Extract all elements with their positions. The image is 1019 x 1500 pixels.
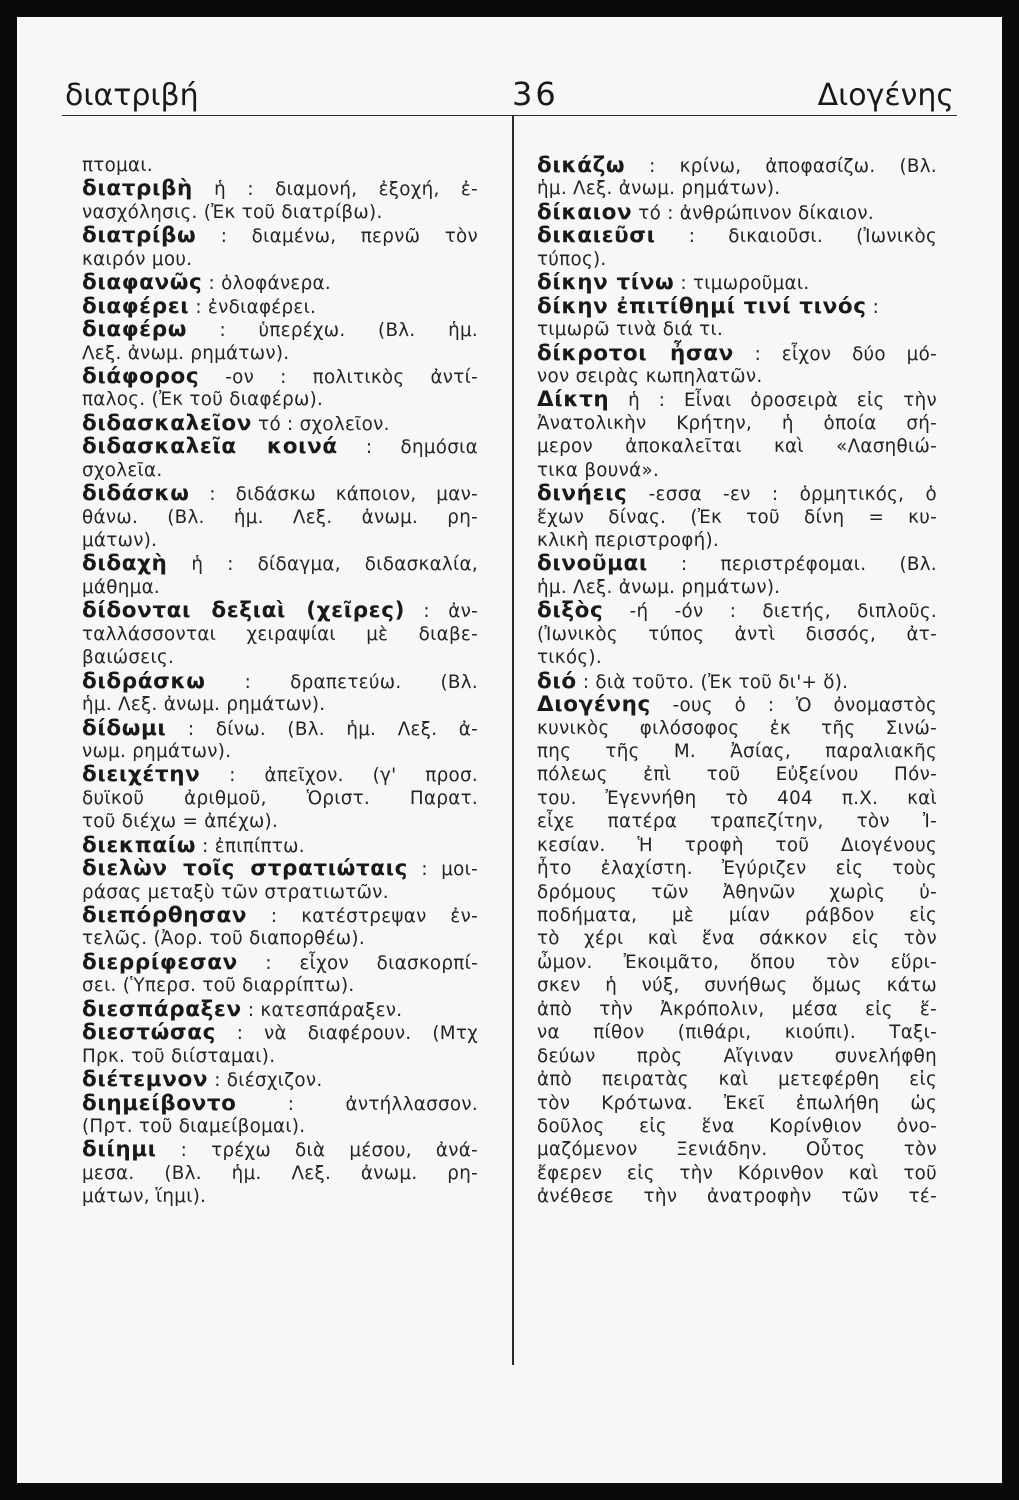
definition-text: μάτων). — [82, 530, 158, 551]
headword: Δίκτη — [537, 387, 610, 413]
definition-text: κλικὴ περιστροφή). — [537, 530, 719, 551]
definition-text: πης τῆς Μ. Ἀσίας, παραλιακῆς — [537, 740, 937, 762]
dictionary-line — [82, 998, 478, 1021]
dictionary-line — [82, 740, 478, 763]
dictionary-line — [82, 763, 478, 786]
headword: δινήεις — [537, 481, 628, 507]
headword: διεσπάραξεν — [82, 996, 242, 1022]
definition-text: βαιώσεις. — [82, 647, 175, 669]
dictionary-line — [82, 717, 478, 740]
definition-text: : ἀν- — [405, 601, 478, 623]
definition-text: ἡ : δίδαγμα, διδασκαλία, — [167, 554, 478, 576]
definition-text: τικός). — [537, 647, 602, 669]
headword: διαφέρει — [82, 293, 190, 319]
definition-text: μάθημα. — [82, 576, 161, 598]
definition-text: νον σειρὰς κωπηλατῶν. — [537, 365, 763, 387]
dictionary-line — [537, 552, 937, 575]
definition-text: ράσας μεταξὺ τῶν στρατιωτῶν. — [82, 881, 389, 903]
definition-text: ἦτο ἐλαχίστη. Ἐγύριζεν εἰς τοὺς — [537, 858, 937, 880]
dictionary-line — [537, 1138, 937, 1161]
dictionary-line — [82, 857, 478, 880]
definition-text: : κατέστρεψαν ἐν- — [247, 906, 478, 927]
dictionary-line — [537, 271, 937, 294]
dictionary-line — [82, 693, 478, 716]
headword: διό — [537, 668, 577, 694]
dictionary-line — [82, 201, 478, 224]
definition-text: μαζόμενον Ξενιάδην. Οὗτος τὸν — [537, 1139, 937, 1161]
headword: δίκροτοι ἦσαν — [537, 340, 734, 366]
definition-text: μάτων, ἵημι). — [82, 1186, 207, 1208]
dictionary-line — [82, 154, 478, 177]
dictionary-line — [82, 1068, 478, 1091]
dictionary-line — [82, 295, 478, 318]
dictionary-line — [82, 482, 478, 505]
headword: διαφανῶς — [82, 270, 203, 296]
dictionary-line — [537, 951, 937, 974]
dictionary-line — [537, 810, 937, 833]
dictionary-line — [82, 1185, 478, 1208]
headword: δίδονται δεξιαὶ (χεῖρες) — [82, 598, 406, 624]
headword: δικάζω — [537, 153, 626, 178]
definition-text: ἡμ. Λεξ. ἀνωμ. ρημάτων). — [537, 576, 781, 598]
dictionary-line — [537, 1021, 937, 1044]
dictionary-line — [537, 763, 937, 786]
dictionary-line — [82, 623, 478, 646]
definition-text: : διὰ τοῦτο. (Ἐκ τοῦ δι'+ ὅ). — [576, 671, 849, 693]
definition-text: σκεν ἡ νύξ, συνήθως ὅμως κάτω — [537, 975, 937, 997]
dictionary-line — [82, 1138, 478, 1161]
definition-text: τό : σχολεῖον. — [252, 413, 390, 435]
dictionary-line — [537, 482, 937, 505]
definition-text: νωμ. ρημάτων). — [82, 740, 232, 762]
dictionary-line — [537, 670, 937, 693]
headword: δίκην τίνω — [537, 270, 675, 296]
page-number: 36 — [512, 75, 559, 113]
definition-text: : τρέχω διὰ μέσου, ἀνά- — [156, 1140, 478, 1162]
definition-text: ἡ : διαμονή, ἐξοχή, ἐ- — [192, 179, 478, 201]
definition-text: Ἀνατολικὴν Κρήτην, ἡ ὁποία σή- — [537, 412, 937, 434]
definition-text: : εἶχον διασκορπί- — [237, 952, 478, 974]
definition-text: : νὰ διαφέρουν. (Μτχ — [215, 1023, 478, 1045]
dictionary-line — [537, 177, 937, 200]
definition-text: : ἀπεῖχον. (γ' προσ. — [200, 765, 478, 787]
dictionary-line — [537, 318, 937, 341]
definition-text: τὸν Κρότωνα. Ἐκεῖ ἐπωλήθη ὡς — [537, 1092, 937, 1114]
headword: διειχέτην — [82, 762, 201, 788]
dictionary-line — [82, 1115, 478, 1138]
dictionary-line — [82, 342, 478, 365]
definition-text: : διδάσκω κάποιον, μαν- — [189, 484, 478, 506]
definition-text: ἔφερεν εἰς τὴν Κόρινθον καὶ τοῦ — [537, 1162, 937, 1184]
definition-text: ὦμον. Ἐκοιμᾶτο, ὅπου τὸν εὕρι- — [537, 951, 937, 973]
dictionary-page — [17, 17, 1002, 1483]
headword: διδάσκω — [82, 481, 190, 507]
headword: διερρίφεσαν — [82, 949, 238, 975]
headword: διέτεμνον — [82, 1067, 209, 1093]
dictionary-line — [82, 1045, 478, 1068]
dictionary-line — [537, 1068, 937, 1091]
definition-text: -εσσα -εν : ὁρμητικός, ὁ — [627, 484, 937, 506]
headword: διατρίβω — [82, 223, 197, 249]
dictionary-line — [537, 693, 937, 716]
headword: διδασκαλεῖα κοινά — [82, 434, 338, 460]
dictionary-line — [537, 1162, 937, 1185]
dictionary-line — [537, 365, 937, 388]
dictionary-line — [82, 1162, 478, 1185]
dictionary-line — [82, 1021, 478, 1044]
dictionary-line — [82, 576, 478, 599]
headword: διδασκαλεῖον — [82, 410, 253, 436]
definition-text: κυνικὸς φιλόσοφος ἐκ τῆς Σινώ- — [537, 717, 937, 739]
definition-text: : ἐνδιαφέρει. — [189, 296, 317, 318]
dictionary-line — [82, 529, 478, 552]
dictionary-line — [537, 506, 937, 529]
definition-text: ἡμ. Λεξ. ἀνωμ. ρημάτων). — [82, 694, 326, 716]
definition-text: : κατεσπάραξεν. — [241, 999, 403, 1021]
headword: διεκπαίω — [82, 832, 197, 858]
headword: διξὸς — [537, 598, 604, 624]
headword: διδράσκω — [82, 668, 206, 694]
definition-text: παλος. (Ἐκ τοῦ διαφέρω). — [82, 389, 324, 411]
dictionary-line — [537, 295, 937, 318]
definition-text: -ή -όν : διετής, διπλοῦς. — [603, 601, 937, 623]
dictionary-line — [537, 224, 937, 247]
definition-text: μερον ἀποκαλεῖται καὶ «Λασηθιώ- — [537, 436, 937, 458]
definition-text: ἀπὸ τὴν Ἀκρόπολιν, μέσα εἰς ἕ- — [537, 998, 937, 1020]
definition-text: Πρκ. τοῦ διίσταμαι). — [82, 1045, 276, 1067]
dictionary-line — [537, 646, 937, 669]
dictionary-line — [82, 670, 478, 693]
definition-text: καιρόν μου. — [82, 248, 193, 270]
dictionary-line — [537, 787, 937, 810]
dictionary-line — [82, 365, 478, 388]
dictionary-line — [537, 974, 937, 997]
definition-text: ταλλάσσονται χειραψίαι μὲ διαβε- — [82, 623, 478, 645]
dictionary-line — [82, 904, 478, 927]
definition-text: νασχόλησις. (Ἐκ τοῦ διατρίβω). — [82, 201, 383, 223]
dictionary-line — [537, 623, 937, 646]
definition-text: : ἀντήλλασσον. — [236, 1093, 478, 1115]
headword: διίημι — [82, 1137, 157, 1163]
dictionary-line — [537, 998, 937, 1021]
dictionary-line — [82, 1092, 478, 1115]
dictionary-line — [537, 388, 937, 411]
definition-text: μεσα. (Βλ. ἡμ. Λεξ. ἀνωμ. ρη- — [82, 1162, 478, 1184]
definition-text: : ὁλοφάνερα. — [202, 273, 331, 295]
definition-text: : κρίνω, ἀποφασίζω. (Βλ. — [625, 156, 937, 177]
headword: διατριβὴ — [82, 176, 193, 202]
definition-text: ποδήματα, μὲ μίαν ράβδον εἰς — [537, 905, 937, 926]
dictionary-line — [537, 740, 937, 763]
definition-text: πόλεως ἐπὶ τοῦ Εὐξείνου Πόν- — [537, 764, 937, 786]
dictionary-line — [537, 857, 937, 880]
definition-text: -ον : πολιτικὸς ἀντί- — [199, 366, 478, 388]
definition-text: : δημόσια — [337, 437, 478, 459]
dictionary-line — [82, 834, 478, 857]
first-headword-guide: διατριβή — [65, 78, 199, 113]
definition-text: : τιμωροῦμαι. — [674, 273, 810, 295]
headword: διαφέρω — [82, 317, 187, 343]
headword: δίκαιον — [537, 199, 633, 225]
dictionary-line — [82, 951, 478, 974]
definition-text: τό : ἀνθρώπινον δίκαιον. — [632, 202, 875, 224]
definition-text: του. Ἐγεννήθη τὸ 404 π.Χ. καὶ — [537, 787, 937, 809]
definition-text: τύπος). — [537, 248, 607, 270]
dictionary-line — [82, 881, 478, 904]
definition-text: να πίθον (πιθάρι, κιούπι). Ταξι- — [537, 1022, 937, 1044]
definition-text: : διέσχιζον. — [208, 1070, 323, 1092]
definition-text: : δικαιοῦσι. (Ἰωνικὸς — [655, 226, 937, 248]
definition-text: Λεξ. ἀνωμ. ρημάτων). — [82, 342, 290, 364]
dictionary-line — [82, 646, 478, 669]
dictionary-line — [537, 717, 937, 740]
dictionary-line — [537, 599, 937, 622]
dictionary-line — [537, 248, 937, 271]
definition-text: ἀπὸ πειρατὰς καὶ μετεφέρθη εἰς — [537, 1069, 937, 1091]
definition-text: τιμωρῶ τινὰ διά τι. — [537, 319, 724, 341]
dictionary-line — [82, 927, 478, 950]
column-divider — [512, 115, 514, 1365]
dictionary-line — [537, 529, 937, 552]
definition-text: : μοι- — [408, 859, 479, 881]
dictionary-line — [82, 506, 478, 529]
last-headword-guide: Διογένης — [817, 78, 954, 113]
dictionary-line — [537, 927, 937, 950]
definition-text: δρόμους τῶν Ἀθηνῶν χωρὶς ὑ- — [537, 881, 937, 903]
definition-text: : διαμένω, περνῶ τὸν — [196, 226, 478, 248]
dictionary-line — [537, 1185, 937, 1208]
headword: δίδωμι — [82, 715, 167, 741]
definition-text: ἀνέθεσε τὴν ἀνατροφὴν τῶν τέ- — [537, 1186, 937, 1208]
definition-text: σει. (Ὑπερσ. τοῦ διαρρίπτω). — [82, 975, 355, 997]
dictionary-line — [537, 459, 937, 482]
dictionary-line — [537, 834, 937, 857]
definition-text: τελῶς. (Ἀορ. τοῦ διαπορθέω). — [82, 928, 365, 950]
dictionary-line — [82, 459, 478, 482]
definition-text: (Ἰωνικὸς τύπος ἀντὶ δισσός, ἀτ- — [537, 623, 937, 645]
left-column — [82, 154, 478, 1209]
dictionary-line — [537, 435, 937, 458]
headword: δίκην ἐπιτίθημί τινί τινός — [537, 293, 867, 319]
headword: διεστώσας — [82, 1020, 216, 1046]
definition-text: εἶχε πατέρα τραπεζίτην, τὸν Ἰ- — [537, 811, 937, 833]
dictionary-line — [537, 412, 937, 435]
dictionary-line — [82, 248, 478, 271]
dictionary-line — [537, 576, 937, 599]
definition-text: : δίνω. (Βλ. ἡμ. Λεξ. ἀ- — [166, 718, 478, 740]
dictionary-line — [82, 810, 478, 833]
dictionary-line — [537, 342, 937, 365]
dictionary-line — [537, 1045, 937, 1068]
definition-text: τοῦ διέχω = ἀπέχω). — [82, 811, 279, 833]
headword: Διογένης — [537, 692, 651, 718]
dictionary-line — [82, 552, 478, 575]
dictionary-line — [537, 154, 937, 177]
dictionary-line — [537, 881, 937, 904]
headword: δικαιεῦσι — [537, 223, 656, 249]
definition-text: : περιστρέφομαι. (Βλ. — [647, 554, 937, 576]
dictionary-line — [537, 1092, 937, 1115]
definition-text: δυϊκοῦ ἀριθμοῦ, Ὁριστ. Παρατ. — [82, 787, 478, 809]
headword: διδαχὴ — [82, 551, 168, 577]
dictionary-line — [82, 177, 478, 200]
definition-text: : ὑπερέχω. (Βλ. ἡμ. — [186, 320, 478, 342]
right-column — [537, 154, 937, 1209]
definition-text: ἔχων δίνας. (Ἐκ τοῦ δίνη = κυ- — [537, 506, 937, 528]
headword: διάφορος — [82, 363, 200, 389]
definition-text: : — [866, 296, 880, 318]
definition-text: : δραπετεύω. (Βλ. — [205, 671, 478, 693]
dictionary-line — [82, 599, 478, 622]
definition-text: : ἐπιπίπτω. — [196, 835, 305, 857]
definition-text: πτομαι. — [82, 155, 153, 176]
definition-text: -ους ὁ : Ὁ ὀνομαστὸς — [650, 695, 937, 717]
headword: διεπόρθησαν — [82, 903, 248, 928]
definition-text: ἡμ. Λεξ. ἀνωμ. ρημάτων). — [537, 178, 781, 200]
dictionary-line — [82, 318, 478, 341]
definition-text: : εἶχον δύο μό- — [733, 343, 937, 365]
dictionary-line — [537, 201, 937, 224]
dictionary-line — [82, 435, 478, 458]
dictionary-line — [82, 412, 478, 435]
dictionary-line — [537, 904, 937, 927]
definition-text: δεύων πρὸς Αἴγιναν συνελήφθη — [537, 1045, 937, 1067]
definition-text: τικα βουνά». — [537, 459, 660, 481]
definition-text: ἡ : Εἶναι ὀροσειρὰ εἰς τὴν — [609, 390, 937, 412]
definition-text: θάνω. (Βλ. ἡμ. Λεξ. ἀνωμ. ρη- — [82, 506, 478, 528]
definition-text: (Πρτ. τοῦ διαμείβομαι). — [82, 1115, 306, 1137]
dictionary-line — [82, 388, 478, 411]
dictionary-line — [82, 271, 478, 294]
definition-text: σχολεῖα. — [82, 459, 163, 481]
running-head — [62, 75, 957, 116]
dictionary-line — [537, 1115, 937, 1138]
headword: δινοῦμαι — [537, 551, 648, 577]
dictionary-line — [82, 787, 478, 810]
headword: διημείβοντο — [82, 1090, 237, 1116]
definition-text: κεσίαν. Ἡ τροφὴ τοῦ Διογένους — [537, 834, 937, 856]
definition-text: δοῦλος εἰς ἕνα Κορίνθιον ὀνο- — [537, 1115, 937, 1137]
headword: διελὼν τοῖς στρατιώταις — [82, 856, 408, 882]
definition-text: τὸ χέρι καὶ ἕνα σάκκον εἰς τὸν — [537, 928, 937, 950]
dictionary-line — [82, 974, 478, 997]
dictionary-line — [82, 224, 478, 247]
